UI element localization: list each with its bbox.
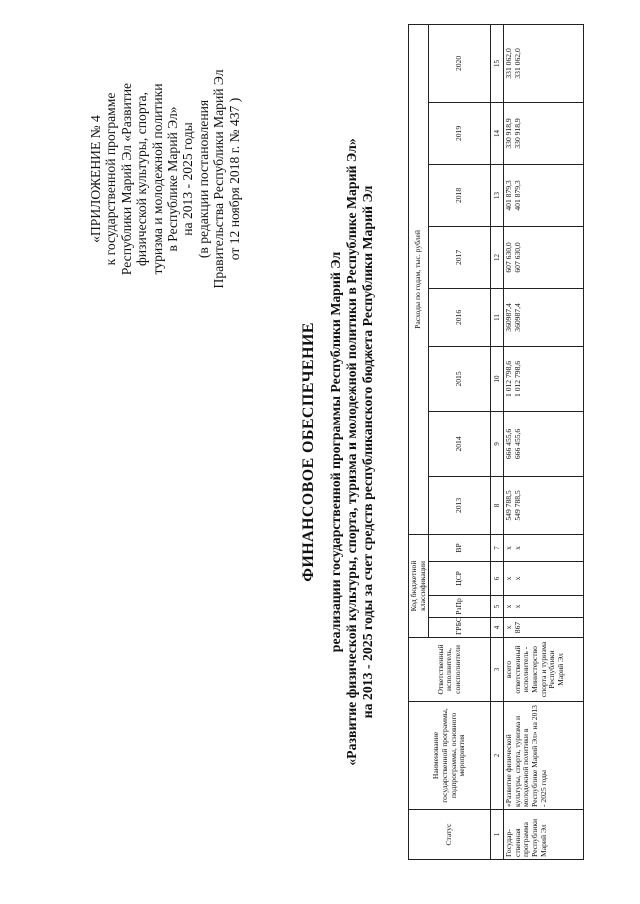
cell-value: 607 630,0 — [504, 242, 514, 273]
cell-value: x — [512, 604, 522, 609]
heading-line-3: на 2013 - 2025 годы за счет средств республиканского бюджета Республики Марий Эл — [360, 185, 375, 719]
header-year: 2017 — [429, 226, 491, 288]
header-year: 2013 — [429, 476, 491, 534]
column-number: 9 — [491, 411, 504, 476]
cell-value: 666 455,6 — [512, 428, 522, 460]
column-number: 4 — [491, 618, 504, 638]
year-2015-cell — [504, 346, 584, 411]
heading-title: ФИНАНСОВОЕ ОБЕСПЕЧЕНИЕ — [300, 322, 317, 582]
appendix-line: к государственной программе — [103, 92, 119, 266]
cell-value: 666 455,6 — [504, 428, 514, 460]
appendix-line: на 2013 - 2025 годы — [180, 122, 196, 236]
column-number: 14 — [491, 102, 504, 164]
document-heading — [300, 40, 376, 864]
appendix-line: «ПРИЛОЖЕНИЕ № 4 — [88, 115, 103, 243]
cell-value: 607 630,0 — [512, 242, 522, 273]
cell-value: x — [504, 625, 514, 630]
cell-value: x — [504, 604, 514, 609]
year-2018-cell — [504, 164, 584, 226]
header-year: 2015 — [429, 346, 491, 411]
appendix-line: Правительства Республики Марий Эл — [211, 69, 227, 289]
appendix-line: в Республике Марий Эл» — [165, 106, 181, 252]
year-2017-cell — [504, 226, 584, 288]
financing-table — [408, 24, 584, 860]
column-number-row — [491, 24, 504, 859]
year-2013-cell — [504, 476, 584, 534]
cell-value: x — [512, 576, 522, 581]
cell-value: 401 879,3 — [504, 180, 514, 211]
column-number: 3 — [491, 638, 504, 702]
appendix-line: (в редакции постановления — [195, 99, 211, 259]
appendix-line: туризма и молодежной политики — [149, 83, 165, 275]
header-year: 2016 — [429, 288, 491, 346]
appendix-line: физической культуры, спорта, — [134, 92, 150, 266]
column-number: 7 — [491, 534, 504, 561]
column-number: 13 — [491, 164, 504, 226]
header-vr: ВР — [429, 534, 491, 561]
header-grbs: ГРБС — [429, 618, 491, 638]
appendix-note — [88, 54, 242, 304]
header-executor: Ответственный исполнитель, соисполнители — [409, 638, 491, 702]
header-year: 2014 — [429, 411, 491, 476]
status-cell: Государ-ственная программа Республики Марий Эл — [504, 810, 584, 860]
table-row — [504, 24, 584, 859]
column-number: 11 — [491, 288, 504, 346]
year-2014-cell — [504, 411, 584, 476]
column-number: 8 — [491, 476, 504, 534]
executor-total: всего — [504, 660, 514, 679]
year-2016-cell — [504, 288, 584, 346]
grbs-cell — [504, 618, 584, 638]
column-number: 2 — [491, 702, 504, 810]
cell-value: 1 012 798,6 — [504, 360, 514, 397]
cell-value: 331 062,0 — [512, 48, 522, 79]
header-expenses: Расходы по годам, тыс. рублей — [409, 24, 429, 534]
cell-value: x — [504, 576, 514, 581]
cell-value: 360987,4 — [512, 303, 522, 332]
csr-cell — [504, 562, 584, 596]
cell-value: 1 012 798,6 — [512, 360, 522, 397]
cell-value: 360987,4 — [504, 303, 514, 332]
cell-value: 549 788,5 — [504, 490, 514, 521]
header-name: Наименование государственной программы, подпрограммы, основного мероприятия — [409, 702, 491, 810]
header-rzpr: РзПр — [429, 596, 491, 618]
header-budget-code: Код бюджетной классификации — [409, 534, 429, 637]
column-number: 1 — [491, 810, 504, 860]
executor-cell — [504, 638, 584, 702]
vr-cell — [504, 534, 584, 561]
header-status: Статус — [409, 810, 491, 860]
cell-value: 867 — [512, 621, 522, 634]
header-csr: ЦСР — [429, 562, 491, 596]
cell-value: 331 062,0 — [504, 48, 514, 79]
header-row — [409, 24, 429, 859]
heading-line-1: реализации государственной программы Республики Марий Эл — [328, 251, 343, 653]
column-number: 15 — [491, 24, 504, 102]
cell-value: 330 918,9 — [512, 118, 522, 149]
year-2020-cell — [504, 24, 584, 102]
program-name-cell: «Развитие физической культуры, спорта, туризма и молодежной политики в Республике Марий Эл» на 2013 - 2025 годы — [504, 702, 584, 810]
appendix-line: от 12 ноября 2018 г. № 437 ) — [226, 97, 242, 261]
column-number: 12 — [491, 226, 504, 288]
heading-line-2: «Развитие физической культуры, спорта, туризма и молодежной политики в Республике Марий Эл» — [344, 138, 359, 766]
header-year: 2020 — [429, 24, 491, 102]
cell-value: x — [504, 546, 514, 550]
column-number: 5 — [491, 596, 504, 618]
year-2019-cell — [504, 102, 584, 164]
executor-responsible: ответственный исполнитель - Министерство спорта и туризма Республики Марий Эл — [512, 641, 565, 698]
appendix-line: Республики Марий Эл «Развитие — [118, 82, 134, 276]
column-number: 6 — [491, 562, 504, 596]
header-year: 2019 — [429, 102, 491, 164]
cell-value: 549 788,5 — [512, 490, 522, 521]
column-number: 10 — [491, 346, 504, 411]
header-year: 2018 — [429, 164, 491, 226]
rzpr-cell — [504, 596, 584, 618]
cell-value: 330 918,9 — [504, 118, 514, 149]
cell-value: x — [512, 546, 522, 550]
cell-value: 401 879,3 — [512, 180, 522, 211]
